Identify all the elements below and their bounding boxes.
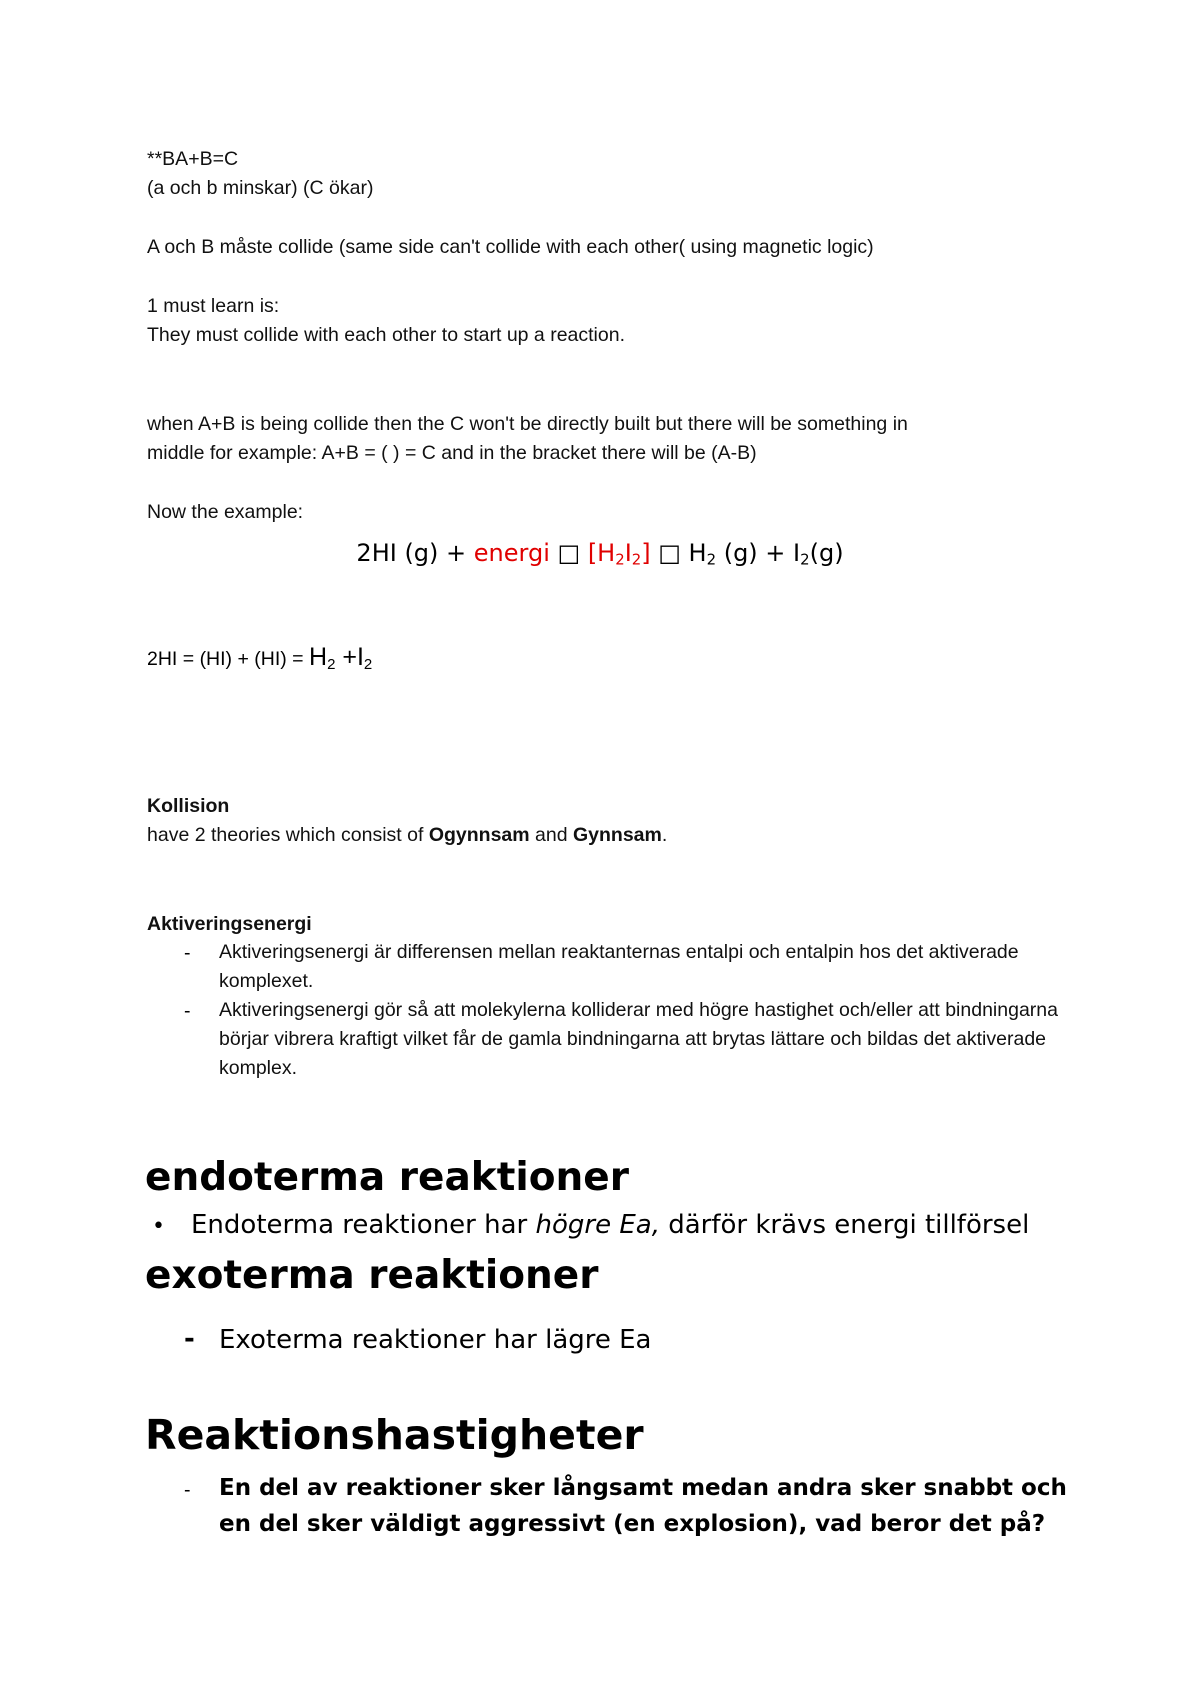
text-line: Now the example:	[147, 501, 304, 523]
text-line: 1 must learn is:	[147, 295, 280, 317]
equation-text: 2HI (g) +	[356, 539, 474, 567]
heading-endoterma: endoterma reaktioner	[145, 1155, 629, 1200]
heading-exoterma: exoterma reaktioner	[145, 1253, 599, 1298]
section-heading-aktivering: Aktiveringsenergi	[147, 913, 312, 935]
exoterma-text: Exoterma reaktioner har lägre Ea	[219, 1325, 652, 1355]
reaction-equation: 2HI (g) + energi □ $[H_2I_2]$ □ $H_2$ $(g) + I_2(g)$	[356, 539, 844, 569]
list-dash: -	[184, 1479, 191, 1501]
kollision-text: have 2 theories which consist of Ogynnsam and Gynnsam.	[147, 824, 668, 846]
list-item: Aktiveringsenergi är differensen mellan reaktanternas entalpi och entalpin hos det aktiverade komplexet.	[219, 941, 1019, 992]
text-line: A och B måste collide (same side can't collide with each other( using magnetic logic)	[147, 236, 874, 258]
list-dash: -	[184, 1324, 195, 1354]
list-dash: -	[184, 942, 191, 964]
text-line: They must collide with each other to start up a reaction.	[147, 324, 625, 346]
arrow-glyph: □	[549, 539, 588, 567]
endoterma-text: Endoterma reaktioner har högre Ea, därför krävs energi tillförsel	[191, 1210, 1030, 1240]
heading-reaktionshastigheter: Reaktionshastigheter	[145, 1411, 644, 1459]
decomposition-equation: $2HI = (HI) + (HI) = H_2 +I_2$	[147, 643, 373, 673]
list-dash: -	[184, 1000, 191, 1022]
energy-term: energi	[473, 539, 550, 567]
text-line: **BA+B=C	[147, 148, 239, 170]
section-heading-kollision: Kollision	[147, 795, 230, 817]
text-line: middle for example: A+B = ( ) = C and in the bracket there will be (A-B)	[147, 442, 757, 464]
activated-complex: $[H_2I_2]$	[587, 539, 651, 569]
text-line: when A+B is being collide then the C won't be directly built but there will be something in	[147, 413, 908, 435]
arrow-glyph: □ H	[650, 539, 707, 567]
list-item: Aktiveringsenergi gör så att molekylerna kolliderar med högre hastighet och/eller att bindningarna börjar vibrera kraftigt vilket får de gamla bindningarna att brytas lättare och bildas det aktiverade komplex.	[219, 999, 1058, 1079]
list-item: En del av reaktioner sker långsamt medan andra sker snabbt och en del sker väldigt aggressivt (en explosion), vad beror det på?	[219, 1475, 1067, 1537]
text-line: (a och b minskar) (C ökar)	[147, 177, 374, 199]
bullet-glyph: •	[152, 1214, 165, 1239]
